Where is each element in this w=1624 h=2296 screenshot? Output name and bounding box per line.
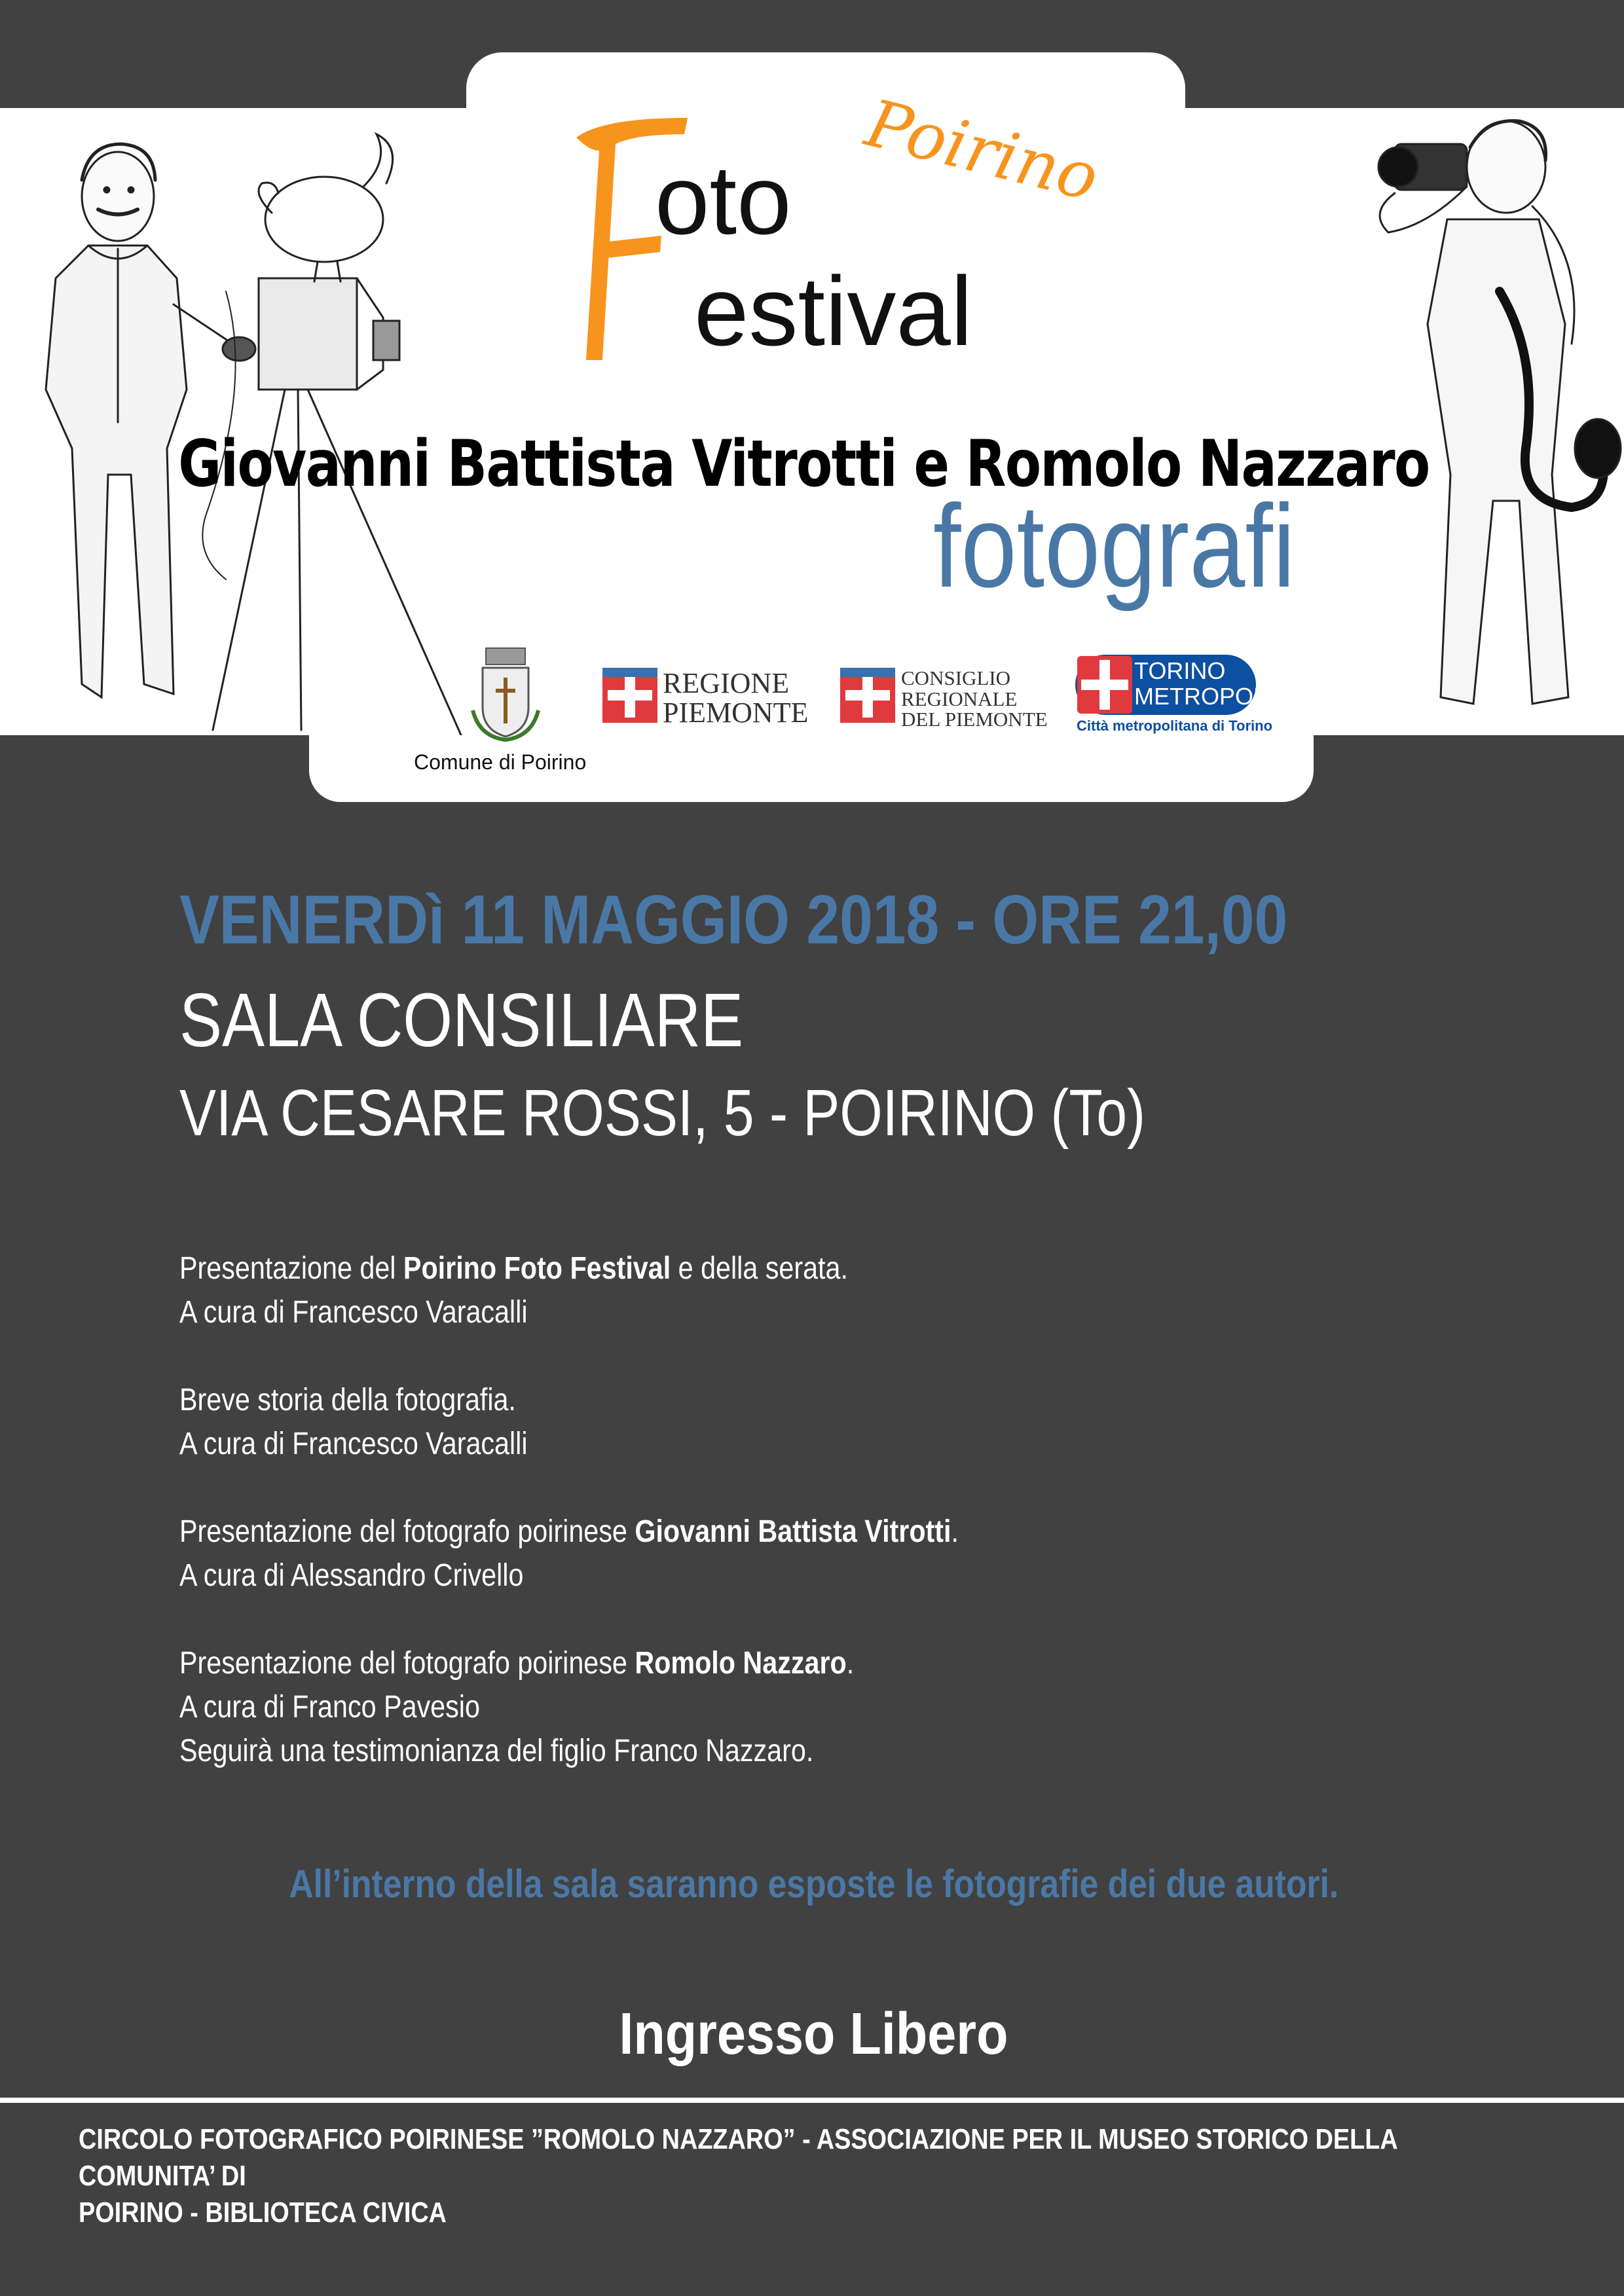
consiglio-line-2: REGIONALE <box>901 687 1018 710</box>
program-item-curator: A cura di Francesco Varacalli <box>179 1427 528 1461</box>
event-date: VENERDì 11 MAGGIO 2018 - ORE 21,00 <box>179 881 1288 958</box>
torino-caption: Città metropolitana di Torino <box>1077 718 1273 734</box>
logo-word-oto: oto <box>655 145 792 255</box>
program-item-highlight: Giovanni Battista Vitrotti <box>635 1514 951 1549</box>
program-item-highlight: Romolo Nazzaro <box>635 1646 847 1681</box>
logo-word-poirino: Poirino <box>858 84 1106 216</box>
regione-line-1: REGIONE <box>663 667 790 699</box>
regione-piemonte-flag-icon <box>602 668 657 723</box>
logo-word-estival: estival <box>694 256 973 366</box>
regione-piemonte-label <box>663 669 808 728</box>
program-item-curator: A cura di Franco Pavesio <box>179 1690 480 1724</box>
program-item-highlight: Poirino Foto Festival <box>403 1251 671 1286</box>
torino-line-2: METROPOLI <box>1134 682 1274 710</box>
fotografi-subtitle: fotografi <box>933 481 1295 612</box>
program-item-curator: A cura di Alessandro Crivello <box>179 1558 524 1593</box>
program-item-text: Presentazione del fotografo poirinese <box>179 1514 635 1549</box>
footer-line-2: POIRINO - BIBLIOTECA CIVICA <box>79 2196 447 2229</box>
program-item-text-end: . <box>951 1514 959 1549</box>
program-item <box>179 1247 959 1334</box>
photographers-headline: Giovanni Battista Vitrotti e Romolo Nazzaro <box>178 427 1430 501</box>
footer-line-1: CIRCOLO FOTOGRAFICO POIRINESE ”ROMOLO NAZZARO” - ASSOCIAZIONE PER IL MUSEO STORICO DELLA COMUNITA’ DI <box>79 2123 1397 2192</box>
regione-line-2: PIEMONTE <box>663 696 809 729</box>
consiglio-regionale-flag-icon <box>840 668 895 723</box>
program-item-text-end: e della serata. <box>671 1251 848 1286</box>
comune-coat-of-arms-icon <box>466 645 545 743</box>
consiglio-line-3: DEL PIEMONTE <box>901 708 1048 731</box>
program-item-text: Presentazione del <box>179 1251 403 1286</box>
modern-photographer-illustration <box>1310 108 1624 735</box>
program-item-text: Breve storia della fotografia. <box>179 1383 516 1417</box>
consiglio-line-1: CONSIGLIO <box>901 666 1011 689</box>
event-address: VIA CESARE ROSSI, 5 - POIRINO (To) <box>179 1076 1146 1150</box>
organizers-footer <box>79 2121 1475 2231</box>
torino-metropoli-label <box>1134 659 1273 710</box>
program-item <box>179 1641 959 1773</box>
torino-metropoli-flag-icon <box>1077 656 1132 714</box>
footer-divider <box>0 2098 1624 2103</box>
program-item-text-end: . <box>846 1646 855 1681</box>
program-item <box>179 1510 959 1597</box>
vintage-photographer-illustration <box>10 108 494 735</box>
event-venue: SALA CONSILIARE <box>179 977 744 1063</box>
program-item <box>179 1378 959 1466</box>
program-item-curator: A cura di Francesco Varacalli <box>179 1295 528 1330</box>
torino-line-1: TORINO <box>1134 657 1226 684</box>
consiglio-regionale-label <box>901 668 1048 730</box>
program-item-extra: Seguirà una testimonianza del figlio Franco Nazzaro. <box>179 1734 814 1768</box>
program-list <box>179 1247 959 1817</box>
comune-label: Comune di Poirino <box>414 750 587 774</box>
free-entry-label: Ingresso Libero <box>619 2001 1008 2067</box>
program-item-text: Presentazione del fotografo poirinese <box>179 1646 635 1681</box>
exhibition-note: All’interno della sala saranno esposte le fotografie dei due autori. <box>289 1862 1339 1906</box>
